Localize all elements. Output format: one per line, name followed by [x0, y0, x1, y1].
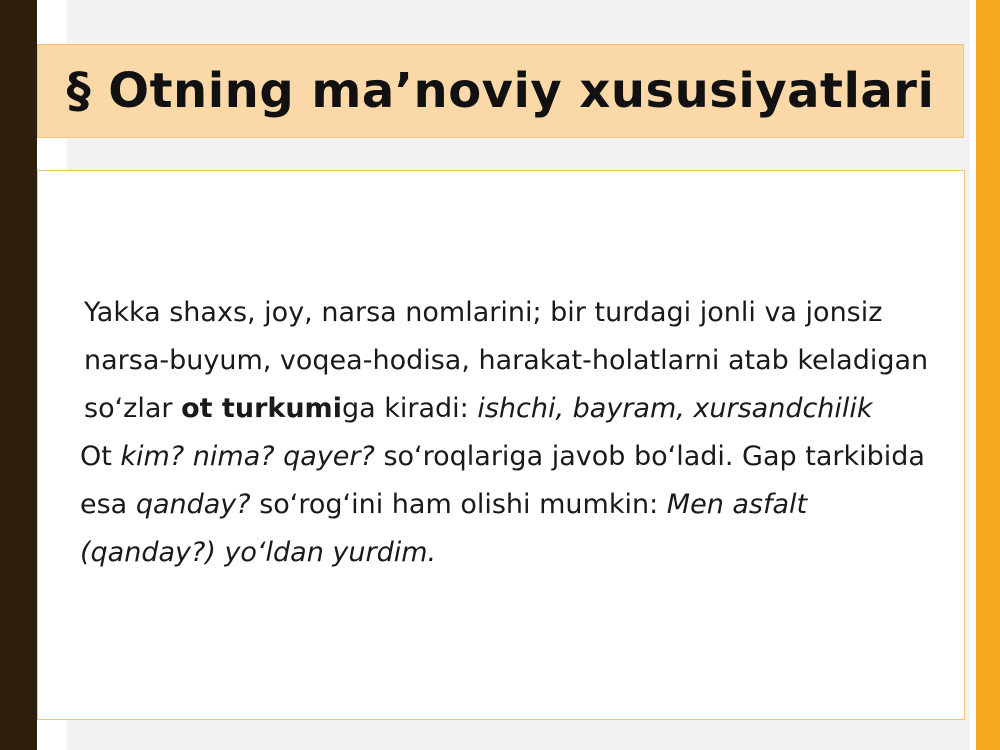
example-sentence: Men asfalt (qanday?) yo‘ldan yurdim. [80, 489, 808, 568]
left-accent-bar [0, 0, 37, 750]
examples-text: ishchi, bayram, xursandchilik [477, 393, 873, 424]
questions-italic: kim? nima? qayer? [120, 441, 375, 472]
title-banner [37, 44, 964, 138]
paragraph-definition-suffix: ga kiradi: [341, 393, 478, 424]
term-ot-turkumi: ot turkumi [181, 393, 342, 424]
content-box [37, 170, 965, 720]
paragraph-definition-text: Yakka shaxs, joy, narsa nomlarini; bir turdagi jonli va jonsiz narsa-buyum, voqea-hodisa, harakat-holatlarni atab keladigan so‘zlar [84, 297, 929, 424]
content-text [48, 289, 938, 577]
paragraph-questions-mid: so‘roqlariga javob bo‘ladi. Gap tarkibida esa [80, 441, 925, 520]
paragraph-definition [48, 289, 938, 433]
paragraph-questions-text: Ot [80, 441, 121, 472]
qanday-italic: qanday? [135, 489, 251, 520]
paragraph-questions-tail: so‘rog‘ini ham olishi mumkin: [250, 489, 667, 520]
paragraph-questions [48, 433, 938, 577]
slide-title: § Otning ma’noviy xususiyatlari [66, 63, 935, 119]
right-accent-bar [976, 0, 1000, 750]
